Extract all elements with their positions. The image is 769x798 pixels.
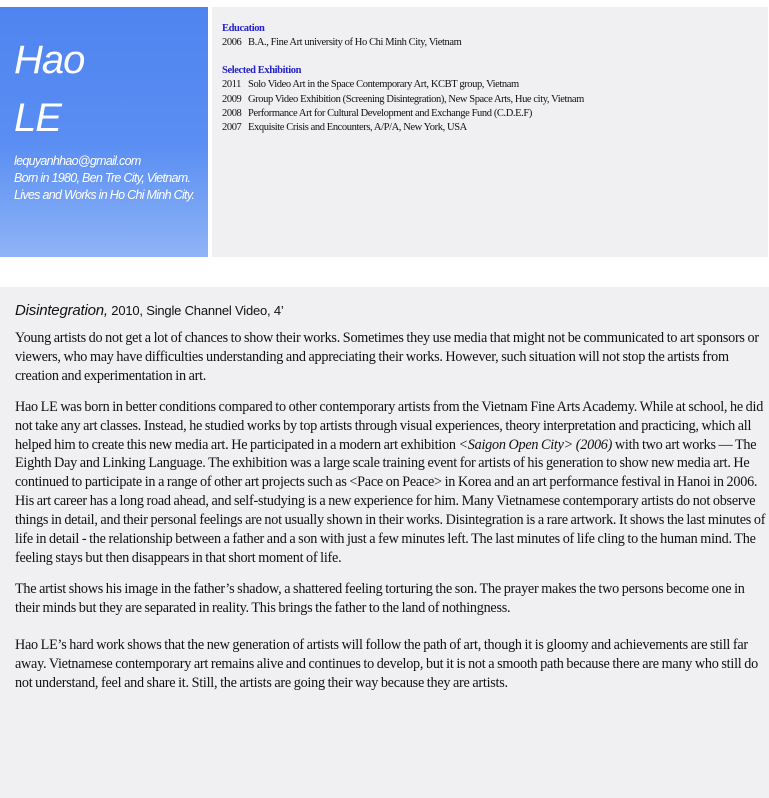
exhibition-year: 2009	[222, 93, 242, 105]
paragraph-2-text-b: with two art works — The Eighth Day and Linking Language. The exhibition was a large scale training event for artists of his generation to show new media art. He continued to participate in a range of other art projects such as <Pace on Peace> in Korea and an art performance festival in Hanoi in 2006. His art career has a long road ahead, and self-studying is a new experience for him. Many Vietnamese contemporary artists do not observe things in detail, and their personal feelings are not usually shown in their works. Disintegration is a rare artwork. It shows the last minutes of life in detail - the relationship between a father and a son with just a few minutes left. The last minutes of life cling to the human mind. The feeling stays but then disappears in that short moment of life.	[15, 436, 766, 566]
cv-panel	[212, 7, 768, 257]
artist-last-name: LE	[14, 96, 61, 140]
exhibition-item	[222, 93, 768, 107]
paragraph-2-text-a: Hao LE was born in better conditions compared to other contemporary artists from the Vietnam Fine Arts Academy. While at school, he did not take any art classes. Instead, he studied works by top artists through visual experiences, theory interpretation and practicing, which all helped him to create this new media art. He participated in a modern art exhibition	[15, 398, 764, 453]
artist-info	[14, 153, 208, 204]
exhibition-text: Solo Video Art in the Space Contemporary Art, KCBT group, Vietnam	[248, 79, 519, 91]
article-paragraph-1: Young artists do not get a lot of chances to show their works. Sometimes they use media that might not be communicated to art sponsors or viewers, who may have difficulties understanding and appreciating their works. However, such situation will not stop the artists from creation and experimentation in art.	[15, 330, 759, 384]
exhibition-text: Exquisite Crisis and Encounters, A/P/A, New York, USA	[248, 122, 467, 134]
exhibition-year: 2007	[222, 122, 242, 134]
artist-first-name: Hao	[14, 38, 85, 82]
work-title: Disintegration,	[15, 302, 108, 319]
education-year: 2006	[222, 37, 242, 48]
education-text: B.A., Fine Art university of Ho Chi Minh City, Vietnam	[248, 37, 462, 48]
education-item	[222, 36, 768, 50]
work-details: 2010, Single Channel Video, 4’	[107, 303, 284, 318]
artist-residence: Lives and Works in Ho Chi Minh City.	[14, 188, 195, 202]
artist-profile-panel	[0, 7, 208, 257]
exhibition-title-emphasis: <Saigon Open City> (2006)	[458, 436, 613, 453]
article-paragraph-3: The artist shows his image in the father’s shadow, a shattered feeling torturing the son. The prayer makes the two persons become one in their minds but they are separated in reality. This brings the father to the land of nothingness.	[15, 580, 745, 616]
education-heading: Education	[222, 23, 265, 34]
exhibition-heading: Selected Exhibition	[222, 65, 302, 77]
exhibition-year: 2008	[222, 107, 242, 119]
exhibition-item	[222, 78, 768, 92]
exhibition-year: 2011	[222, 79, 242, 91]
article-paragraph-2	[15, 398, 769, 568]
article-panel	[0, 287, 769, 798]
artist-birth: Born in 1980, Ben Tre City, Vietnam.	[14, 171, 191, 185]
artist-email: lequyanhhao@gmail.com	[14, 154, 141, 168]
exhibition-item	[222, 107, 768, 121]
exhibition-item	[222, 121, 768, 135]
article-paragraph-4: Hao LE’s hard work shows that the new generation of artists will follow the path of art, though it is gloomy and achievements are still far away. Vietnamese contemporary art remains alive and continues to develop, but it is not a smooth path because there are many who still do not understand, feel and share it. Still, the artists are going their way because they are artists.	[15, 636, 758, 691]
exhibition-text: Group Video Exhibition (Screening Disintegration), New Space Arts, Hue city, Vietnam	[248, 93, 584, 105]
exhibition-text: Performance Art for Cultural Development and Exchange Fund (C.D.E.F)	[248, 107, 532, 119]
work-title-line	[15, 303, 769, 319]
